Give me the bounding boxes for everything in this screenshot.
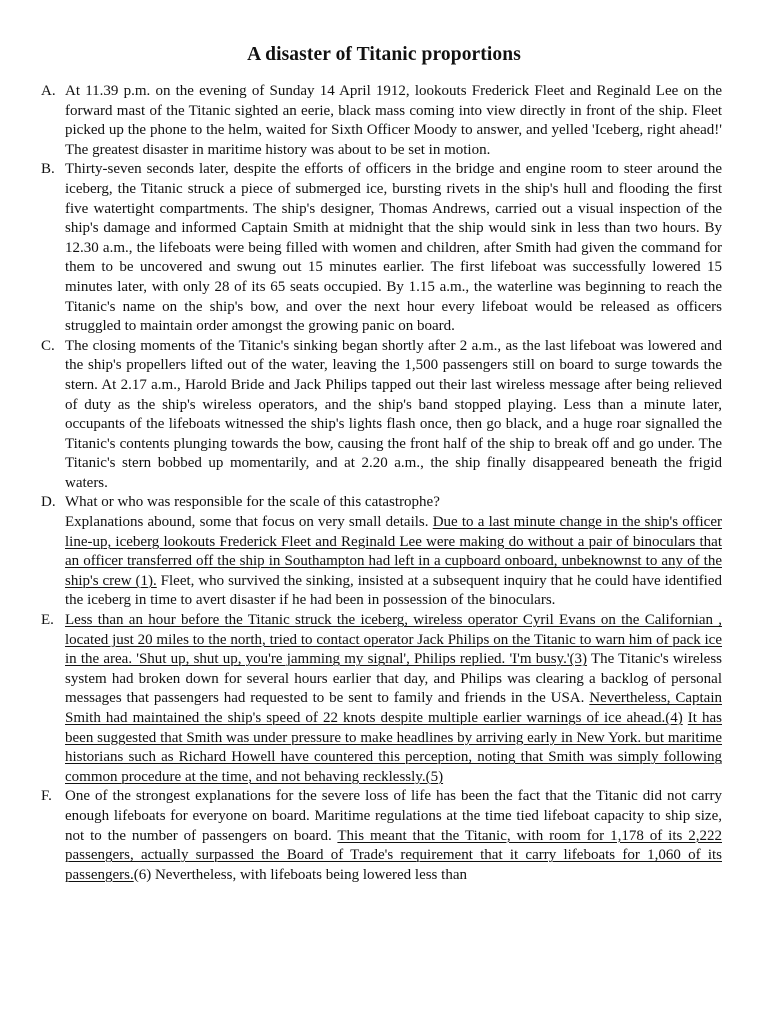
section-letter: A. xyxy=(41,83,56,99)
section-list xyxy=(40,82,722,885)
body-text: The Titanic's wireless system had broken down for several hours earlier that day, and Philips was clearing a backlog of personal messages that passengers had requested to be sent to family and friends in the USA. xyxy=(65,651,722,707)
underlined-text: It has been suggested that Smith was under pressure to make headlines by arriving early in New York. but maritime historians such as Richard Howell have countered this perception, noting that Smith was simply following common procedure at the time, and not behaving recklessly.(5) xyxy=(65,710,722,785)
section-paragraph xyxy=(65,337,722,494)
section-letter: D. xyxy=(41,494,56,511)
section-paragraph xyxy=(65,82,722,160)
section-item xyxy=(40,611,722,787)
section-letter: C. xyxy=(41,337,55,354)
document-title: A disaster of Titanic proportions xyxy=(247,44,521,65)
section-paragraph xyxy=(65,611,722,787)
underlined-text: This meant that the Titanic, with room for 1,178 of its 2,222 passengers, actually surpassed the Board of Trade's requirement that it carry lifeboats for 1,060 of its passengers. xyxy=(65,827,722,883)
section-paragraph xyxy=(65,160,722,336)
section-item xyxy=(40,160,722,336)
body-text: One of the strongest explanations for the severe loss of life has been the fact that the Titanic did not carry enough lifeboats for everyone on board. Maritime regulations at the time tied lifeboat capacity to ship size, not to the number of passengers on board. xyxy=(65,788,722,844)
body-text: Explanations abound, some that focus on very small details. xyxy=(65,514,433,531)
section-paragraph xyxy=(65,513,722,611)
section-letter: F. xyxy=(41,788,52,805)
section-paragraph xyxy=(65,787,722,885)
section-letter: E. xyxy=(41,612,54,629)
body-text: What or who was responsible for the scale of this catastrophe? xyxy=(65,494,440,511)
section-item xyxy=(40,337,722,494)
section-item xyxy=(40,493,722,611)
section-paragraph xyxy=(65,493,722,513)
body-text: At 11.39 p.m. on the evening of Sunday 14 April 1912, lookouts Frederick Fleet and Reginald Lee on the forward mast of the Titanic sighted an eerie, black mass coming into view directly in front of the ship. Fleet picked up the phone to the helm, waited for Sixth Officer Moody to answer, and yelled 'Iceberg, right ahead!' The greatest disaster in maritime history was about to be set in motion. xyxy=(65,83,722,158)
body-text: Fleet, who survived the sinking, insisted at a subsequent inquiry that he could have identified the iceberg in time to avert disaster if he had been in possession of the binoculars. xyxy=(65,572,722,609)
body-text: (6) Nevertheless, with lifeboats being lowered less than xyxy=(133,866,467,883)
underlined-text: Due to a last minute change in the ship's officer line-up, iceberg lookouts Frederick Fleet and Reginald Lee were making do without a pair of binoculars that an officer transferred off the ship in Southampton had left in a cupboard onboard, unbeknownst to any of the ship's crew (1). xyxy=(65,514,722,589)
body-text: The closing moments of the Titanic's sinking began shortly after 2 a.m., as the last lifeboat was lowered and the ship's propellers lifted out of the water, leaving the 1,500 passengers still on board to surge towards the stern. At 2.17 a.m., Harold Bride and Jack Philips tapped out their last wireless message after being relieved of duty as the ship's wireless operators, and the ship's band stopped playing. Less than a minute later, occupants of the lifeboats witnessed the ship's lights flash once, then go black, and a huge roar signalled the Titanic's contents plunging towards the bow, causing the front half of the ship to break off and go under. The Titanic's stern bobbed up momentarily, and at 2.20 a.m., the ship finally disappeared beneath the frigid waters. xyxy=(65,337,722,491)
underlined-text: Nevertheless, Captain Smith had maintained the ship's speed of 22 knots despite multiple earlier warnings of ice ahead.(4) xyxy=(65,690,722,726)
section-letter: B. xyxy=(41,161,55,178)
body-text: Thirty-seven seconds later, despite the efforts of officers in the bridge and engine room to steer around the iceberg, the Titanic struck a piece of submerged ice, bursting rivets in the ship's hull and flooding the first five watertight compartments. The ship's designer, Thomas Andrews, carried out a visual inspection of the ship's damage and informed Captain Smith at midnight that the ship would sink in less than two hours. By 12.30 a.m., the lifeboats were being filled with women and children, after Smith had given the command for them to be uncovered and swung out 15 minutes earlier. The first lifeboat was successfully lowered 15 minutes later, with only 28 of its 65 seats occupied. By 1.15 a.m., the waterline was beginning to reach the Titanic's name on the ship's bow, and over the next hour every lifeboat would be released as officers struggled to maintain order amongst the growing panic on board. xyxy=(65,161,722,335)
underlined-text: Less than an hour before the Titanic struck the iceberg, wireless operator Cyril Evans on the Californian , located just 20 miles to the north, tried to contact operator Jack Philips on the Titanic to warn him of pack ice in the area. 'Shut up, shut up, you're jamming my signal', Philips replied. 'I'm busy.'(3) xyxy=(65,612,722,668)
section-item xyxy=(40,787,722,885)
section-item xyxy=(40,82,722,160)
